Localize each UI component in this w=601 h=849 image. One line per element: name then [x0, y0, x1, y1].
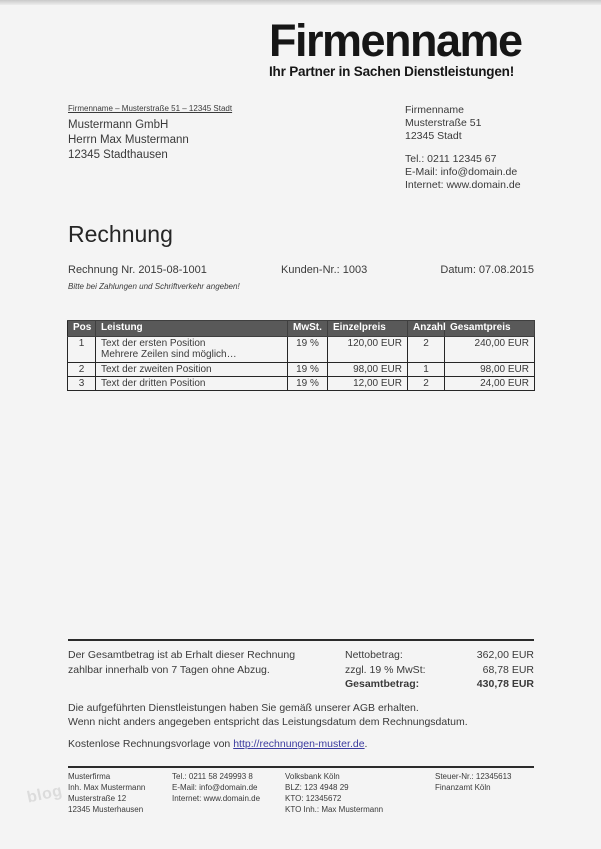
contact-phone: Tel.: 0211 12345 67: [405, 153, 497, 165]
contact-address-line: 12345 Stadt: [405, 130, 462, 142]
payment-reference-note: Bitte bei Zahlungen und Schriftverkehr angeben!: [68, 282, 240, 291]
footer-tax-column: [435, 771, 512, 793]
page-top-edge: [0, 0, 601, 5]
recipient-line: Herrn Max Mustermann: [68, 134, 189, 146]
totals-net-value: 362,00 EUR: [476, 649, 534, 661]
totals-gross-row: [345, 677, 534, 692]
company-tagline: Ihr Partner in Sachen Dienstleistungen!: [269, 64, 515, 79]
totals-divider: [68, 639, 534, 641]
recipient-line: 12345 Stadthausen: [68, 149, 168, 161]
leistung-line-1: Text der ersten Position: [101, 338, 206, 349]
column-header-anzahl: Anzahl: [408, 321, 445, 337]
cell-anzahl: 1: [408, 363, 445, 377]
totals-vat-label: zzgl. 19 % MwSt:: [345, 663, 426, 676]
invoice-date: Datum: 07.08.2015: [440, 264, 534, 276]
cell-pos: 1: [68, 337, 96, 363]
payment-terms: [68, 648, 295, 677]
table-row: [68, 337, 535, 363]
totals-net-label: Nettobetrag:: [345, 649, 403, 661]
cell-mwst: 19 %: [288, 363, 328, 377]
cell-leistung: Text der zweiten Position: [96, 363, 288, 377]
sender-return-address: Firmenname – Musterstraße 51 – 12345 Stadt: [68, 104, 233, 113]
company-name: Firmenname: [269, 15, 522, 66]
footer-line: KTO: 12345672: [285, 794, 342, 803]
cell-pos: 3: [68, 377, 96, 391]
recipient-line: Mustermann GmbH: [68, 119, 169, 131]
column-header-gesamtpreis: Gesamtpreis: [445, 321, 535, 337]
recipient-address-block: [68, 118, 189, 163]
contact-address-line: Firmenname: [405, 104, 464, 116]
cell-gesamtpreis: 24,00 EUR: [445, 377, 535, 391]
document-title: Rechnung: [68, 221, 173, 247]
footer-line: E-Mail: info@domain.de: [172, 783, 258, 792]
column-header-leistung: Leistung: [96, 321, 288, 337]
cell-leistung: Text der dritten Position: [96, 377, 288, 391]
footer-company-column: [68, 771, 145, 815]
customer-number: Kunden-Nr.: 1003: [281, 264, 368, 276]
totals-vat-value: 68,78 EUR: [482, 663, 534, 676]
footer-line: Inh. Max Mustermann: [68, 783, 146, 792]
footer-line: Finanzamt Köln: [435, 783, 491, 792]
payment-terms-line: Der Gesamtbetrag ist ab Erhalt dieser Rechnung: [68, 649, 296, 661]
footer-line: BLZ: 123 4948 29: [285, 783, 349, 792]
template-credit-prefix: Kostenlose Rechnungsvorlage von: [68, 738, 234, 750]
footer-line: Musterstraße 12: [68, 794, 127, 803]
footer-line: KTO Inh.: Max Mustermann: [285, 805, 384, 814]
column-header-pos: Pos: [68, 321, 96, 337]
cell-leistung: [96, 337, 288, 363]
leistung-line-2: Mehrere Zeilen sind möglich…: [101, 349, 237, 360]
template-credit-link[interactable]: http://rechnungen-muster.de: [233, 738, 365, 750]
footer-contact-column: [172, 771, 260, 804]
letterhead: [269, 15, 569, 79]
cell-anzahl: 2: [408, 337, 445, 363]
column-header-mwst: MwSt.: [288, 321, 328, 337]
line-items-table: [67, 320, 535, 391]
footer-line: Steuer-Nr.: 12345613: [435, 772, 512, 781]
blog-watermark: blog: [25, 782, 65, 807]
spacer: [405, 143, 521, 153]
totals-vat-row: [345, 663, 534, 678]
cell-gesamtpreis: 98,00 EUR: [445, 363, 535, 377]
footer-line: Musterfirma: [68, 772, 111, 781]
cell-einzelpreis: 120,00 EUR: [328, 337, 408, 363]
table-header-row: [68, 321, 535, 337]
agb-notes: [68, 702, 468, 729]
cell-mwst: 19 %: [288, 377, 328, 391]
contact-address-line: Musterstraße 51: [405, 117, 482, 129]
totals-block: [345, 648, 534, 692]
footer-line: Tel.: 0211 58 249993 8: [172, 772, 253, 781]
contact-email: E-Mail: info@domain.de: [405, 166, 518, 178]
table-row: [68, 377, 535, 391]
payment-terms-line: zahlbar innerhalb von 7 Tagen ohne Abzug.: [68, 663, 270, 676]
cell-pos: 2: [68, 363, 96, 377]
agb-note-line: Wenn nicht anders angegeben entspricht das Leistungsdatum dem Rechnungsdatum.: [68, 715, 468, 728]
cell-einzelpreis: 12,00 EUR: [328, 377, 408, 391]
footer-line: 12345 Musterhausen: [68, 805, 144, 814]
table-row: [68, 363, 535, 377]
invoice-meta-row: [68, 264, 534, 278]
agb-note-line: Die aufgeführten Dienstleistungen haben Sie gemäß unserer AGB erhalten.: [68, 702, 419, 714]
totals-gross-value: 430,78 EUR: [476, 678, 534, 690]
invoice-number: Rechnung Nr. 2015-08-1001: [68, 264, 207, 276]
totals-gross-label: Gesamtbetrag:: [345, 678, 420, 690]
totals-net-row: [345, 648, 534, 663]
template-credit: [68, 738, 367, 750]
footer-line: Volksbank Köln: [285, 772, 340, 781]
contact-website: Internet: www.domain.de: [405, 179, 521, 191]
footer-line: Internet: www.domain.de: [172, 794, 261, 803]
column-header-einzelpreis: Einzelpreis: [328, 321, 408, 337]
footer-divider: [68, 766, 534, 768]
company-contact-block: [405, 104, 521, 192]
cell-einzelpreis: 98,00 EUR: [328, 363, 408, 377]
cell-anzahl: 2: [408, 377, 445, 391]
template-credit-suffix: .: [364, 738, 368, 750]
footer-bank-column: [285, 771, 383, 815]
cell-mwst: 19 %: [288, 337, 328, 363]
cell-gesamtpreis: 240,00 EUR: [445, 337, 535, 363]
